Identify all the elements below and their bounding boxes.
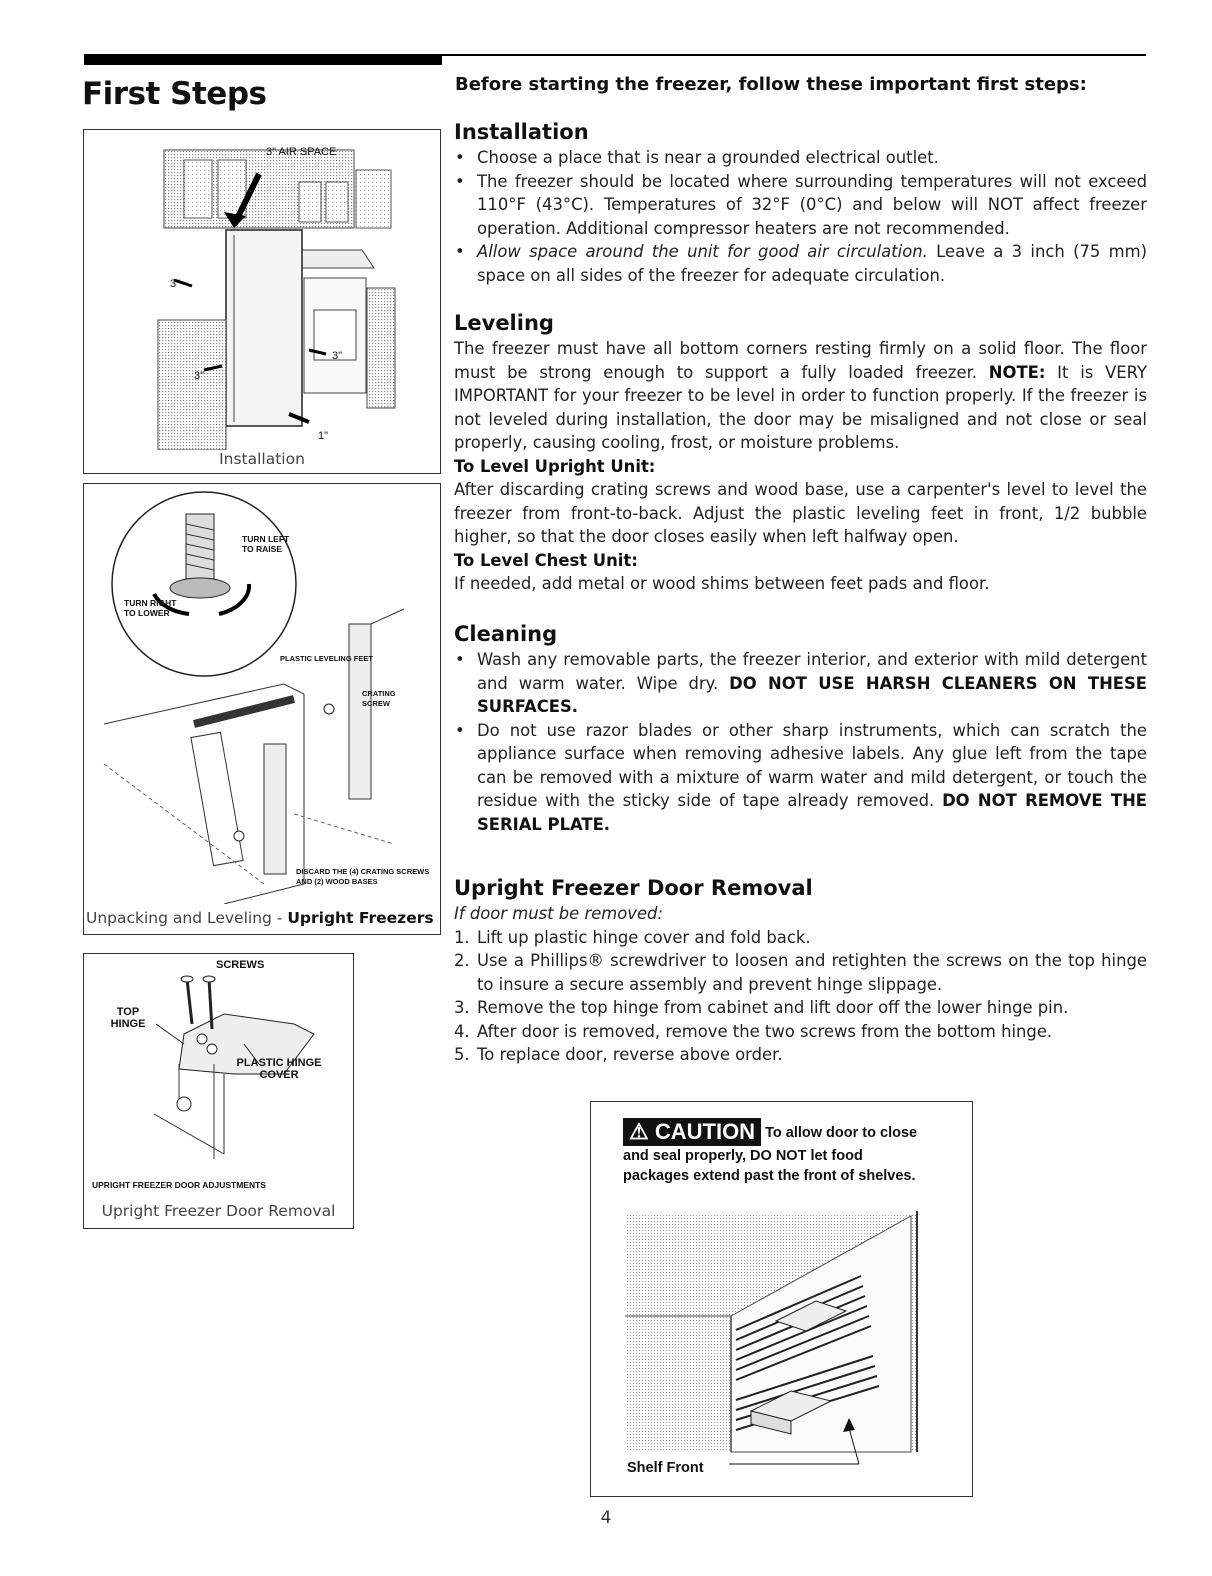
leveling-text-b: It is VERY IMPORTANT for your freezer to be level in order to function properly. If the freezer is not leveled during installation, the door may be misaligned and not close or seal properly, causing cooling, frost, or moisture problems. (454, 362, 1147, 452)
caption-leveling (84, 909, 440, 927)
installation-bullet-3-text: Leave a 3 inch (75 mm) space on all sides of the freezer for adequate circulation. (477, 242, 1147, 285)
caution-text-first: To allow door to (765, 1125, 876, 1141)
cleaning-heading: Cleaning (454, 622, 558, 646)
header-rule-thin (442, 54, 1146, 56)
cleaning-bullet-2-warning: DO NOT REMOVE THE SERIAL PLATE. (477, 791, 1147, 834)
shelf-illustration (591, 1206, 972, 1496)
leveling-heading: Leveling (454, 311, 554, 335)
label-turn-left-raise: TURN LEFT TO RAISE (242, 534, 290, 554)
caption-door-removal: Upright Freezer Door Removal (101, 1202, 336, 1220)
door-removal-steps (454, 926, 1147, 1067)
door-step-number: 4. (454, 1021, 470, 1041)
door-step-text: Lift up plastic hinge cover and fold back. (477, 927, 811, 947)
cleaning-bullet-2 (454, 719, 1147, 837)
label-3in-right: 3" (332, 350, 343, 362)
cleaning-bullet-1-text: Wash any removable parts, the freezer interior, and exterior with mild detergent and warm water. Wipe dry. (477, 650, 1147, 693)
cleaning-bullet-2-text: Do not use razor blades or other sharp instruments, which can scratch the appliance surface when removing adhesive labels. Any glue left from the tape can be removed with a mixture of warm water and mild detergent, or touch the residue with the sticky side of tape already removed. (477, 720, 1147, 810)
door-step-number: 2. (454, 951, 470, 970)
leveling-paragraph (454, 337, 1147, 455)
chest-unit-heading: To Level Chest Unit: (454, 550, 638, 570)
door-step (454, 996, 1147, 1020)
label-crating-screw: CRATING SCREW (362, 689, 396, 708)
cleaning-list (454, 648, 1147, 836)
upright-unit-text: After discarding crating screws and wood base, use a carpenter's level to level the freezer from front-to-back. Adjust the plastic leveling feet in front, 1/2 bubble higher, so that the door closes easily when left halfway open. (454, 480, 1147, 546)
label-shelf-front: Shelf Front (627, 1460, 704, 1476)
section-leveling (454, 309, 1147, 596)
label-turn-right-lower: TURN RIGHT TO LOWER (124, 598, 177, 618)
page-number: 4 (600, 1508, 612, 1528)
figure-leveling (83, 483, 441, 935)
caution-box (590, 1101, 973, 1497)
figure-installation (83, 129, 441, 474)
caption-leveling-bold: Upright Freezers (287, 909, 434, 927)
header-rule-thick (84, 54, 442, 65)
cleaning-bullet-1 (454, 648, 1147, 719)
caution-text (623, 1118, 923, 1186)
label-discard-screws: DISCARD THE (4) CRATING SCREWS AND (2) WOOD BASES (296, 867, 430, 886)
cleaning-bullet-1-warning: DO NOT USE HARSH CLEANERS ON THESE SURFACES. (477, 673, 1147, 716)
door-step-number: 1. (454, 927, 470, 947)
intro-heading: Before starting the freezer, follow these important first steps: (455, 74, 1087, 95)
installation-bullet-1: • Choose a place that is near a grounded electrical outlet. (454, 146, 1147, 170)
label-air-space: 3" AIR SPACE (266, 146, 337, 158)
leveling-note: NOTE: (988, 362, 1046, 382)
installation-list (454, 146, 1147, 287)
caution-text-rest: close and seal properly, DO NOT let food packages extend past the front of shelves. (623, 1125, 918, 1184)
section-installation (454, 118, 1147, 287)
caption-installation: Installation (219, 450, 305, 468)
label-1in: 1" (318, 430, 329, 442)
door-step (454, 1043, 1147, 1067)
label-3in-left-bottom: 3" (194, 370, 205, 382)
chest-unit-text: If needed, add metal or wood shims between feet pads and floor. (454, 574, 990, 593)
upright-unit-heading: To Level Upright Unit: (454, 456, 656, 476)
section-cleaning (454, 620, 1147, 836)
installation-illustration (84, 130, 440, 450)
door-step-number: 3. (454, 998, 470, 1017)
leveling-text-a: The freezer must have all bottom corners resting firmly on a solid floor. The floor must be strong enough to support a fully loaded freezer. (454, 339, 1147, 382)
door-step (454, 926, 1147, 950)
section-door-removal (454, 874, 1147, 1067)
door-removal-heading: Upright Freezer Door Removal (454, 876, 813, 900)
figure-hinge (83, 953, 354, 1229)
door-step-text: To replace door, reverse above order. (477, 1045, 783, 1064)
label-3in-left-top: 3" (170, 278, 181, 290)
door-removal-subheading: If door must be removed: (454, 904, 663, 923)
label-screws: SCREWS (216, 959, 265, 971)
door-step-text: Remove the top hinge from cabinet and lift door off the lower hinge pin. (477, 998, 1069, 1017)
installation-bullet-2: • The freezer should be located where surrounding temperatures will not exceed 110°F (43°C). Temperatures of 32°F (0°C) and below will NOT affect freezer operation. Additional compressor heaters are not recommended. (454, 170, 1147, 241)
door-step-text: After door is removed, remove the two screws from the bottom hinge. (477, 1021, 1053, 1041)
label-door-adjustments: UPRIGHT FREEZER DOOR ADJUSTMENTS (92, 1180, 266, 1190)
warning-icon: ⚠︎ (629, 1119, 649, 1144)
caption-leveling-text: Unpacking and Leveling - (86, 909, 288, 927)
label-plastic-hinge-cover: PLASTIC HINGE COVER (236, 1057, 322, 1081)
caution-badge (623, 1118, 761, 1146)
installation-bullet-3-italic: Allow space around the unit for good air circulation. (477, 242, 928, 261)
door-step (454, 949, 1147, 996)
page-title: First Steps (82, 76, 267, 112)
installation-heading: Installation (454, 120, 589, 144)
installation-bullet-3 (454, 240, 1147, 287)
door-step-text: Use a Phillips® screwdriver to loosen and retighten the screws on the top hinge to insure a secure assembly and prevent hinge slippage. (477, 951, 1147, 994)
label-top-hinge: TOP HINGE (110, 1006, 146, 1030)
caution-badge-label: CAUTION (654, 1119, 756, 1144)
label-plastic-leveling-feet: PLASTIC LEVELING FEET (280, 654, 373, 663)
door-step (454, 1020, 1147, 1044)
door-step-number: 5. (454, 1045, 470, 1064)
